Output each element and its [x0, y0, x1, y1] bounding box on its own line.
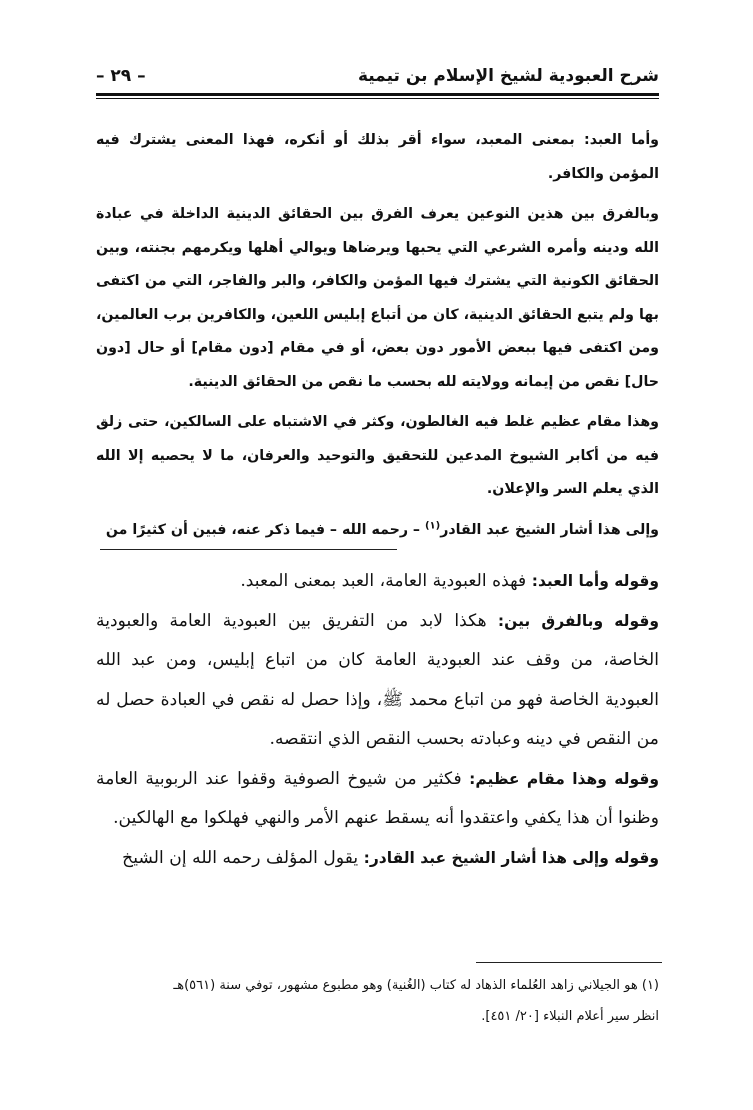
sharh-text: [96, 562, 659, 878]
sharh-lead: وقوله وأما العبد:: [531, 572, 659, 590]
matn-text-run: – رحمه الله – فيما ذكر عنه، فبين أن كثيرًا من: [105, 521, 425, 538]
sharh-paragraph: [96, 839, 659, 879]
matn-paragraph: [96, 514, 659, 548]
running-header: [96, 62, 659, 90]
header-rule-thin: [96, 98, 659, 99]
sharh-lead: وقوله وبالفرق بين:: [497, 611, 660, 630]
footnote-divider: [476, 962, 662, 963]
sharh-lead: وقوله وهذا مقام عظيم:: [469, 769, 660, 788]
matn-paragraph: وبالفرق بين هذين النوعين يعرف الفرق بين الحقائق الدينية الداخلة في عبادة الله ودينه وأمره الشرعي التي يحبها ويرضاها ويوالي أهلها ويكرمهم بجنته، وبين الحقائق الكونية التي يشترك فيها المؤمن والكافر، والبر والفاجر، التي من اكتفى بها ولم يتبع الحقائق الدينية، كان من أتباع إبليس اللعين، والكافرين برب العالمين، ومن اكتفى فيها ببعض الأمور دون بعض، أو في مقام [دون مقام] أو حال [دون حال] نقص من إيمانه وولايته لله بحسب ما نقص من الحقائق الدينية.: [96, 206, 659, 390]
sharh-lead: وقوله وإلى هذا أشار الشيخ عبد القادر:: [363, 848, 659, 867]
footnotes: [96, 970, 659, 1032]
sharh-body: فكثير من شيوخ الصوفية وقفوا عند الربوبية العامة وظنوا أن هذا يكفي واعتقدوا أنه يسقط عنهم الأمر والنهي فهلكوا مع الهالكين.: [96, 768, 659, 828]
footnote-line: انظر سير أعلام النبلاء [٢٠/ ٤٥١].: [481, 1009, 659, 1024]
footnote-line: (١) هو الجيلاني زاهد العُلماء الذهاد له كتاب (الغُنية) وهو مطبوع مشهور، توفي سنة (٥٦١)هـ: [173, 978, 659, 993]
running-title: شرح العبودية لشيخ الإسلام بن تيمية: [357, 66, 659, 86]
footnote-marker: (١): [424, 519, 441, 531]
sharh-paragraph: [96, 602, 659, 760]
section-divider: [100, 549, 397, 550]
matn-text: [96, 124, 659, 554]
matn-text-run: وإلى هذا أشار الشيخ عبد القادر: [440, 521, 659, 538]
matn-paragraph: وهذا مقام عظيم غلط فيه الغالطون، وكثر في الاشتباه على السالكين، حتى زلق فيه من أكابر الشيوخ المدعين للتحقيق والتوحيد والعرفان، ما لا يحصيه إلا الله الذي يعلم السر والإعلان.: [96, 414, 659, 497]
sharh-paragraph: [96, 562, 659, 602]
matn-paragraph: وأما العبد: بمعنى المعبد، سواء أقر بذلك أو أنكره، فهذا المعنى يشترك فيه المؤمن والكافر.: [96, 132, 659, 182]
sharh-paragraph: [96, 760, 659, 839]
sharh-body: فهذه العبودية العامة، العبد بمعنى المعبد.: [240, 571, 532, 591]
page-number: – ٢٩ –: [96, 66, 146, 86]
sharh-body: هكذا لابد من التفريق بين العبودية العامة والعبودية الخاصة، من وقف عند العبودية العامة كان من اتباع إبليس، ومن عبد الله العبودية الخاصة فهو من اتباع محمد ﷺ، وإذا حصل له نقص في العبادة حصل له من النقص في دينه وعبادته بحسب النقص الذي انتقصه.: [96, 610, 659, 749]
header-rule: [96, 93, 659, 96]
sharh-body: يقول المؤلف رحمه الله إن الشيخ: [122, 847, 364, 868]
